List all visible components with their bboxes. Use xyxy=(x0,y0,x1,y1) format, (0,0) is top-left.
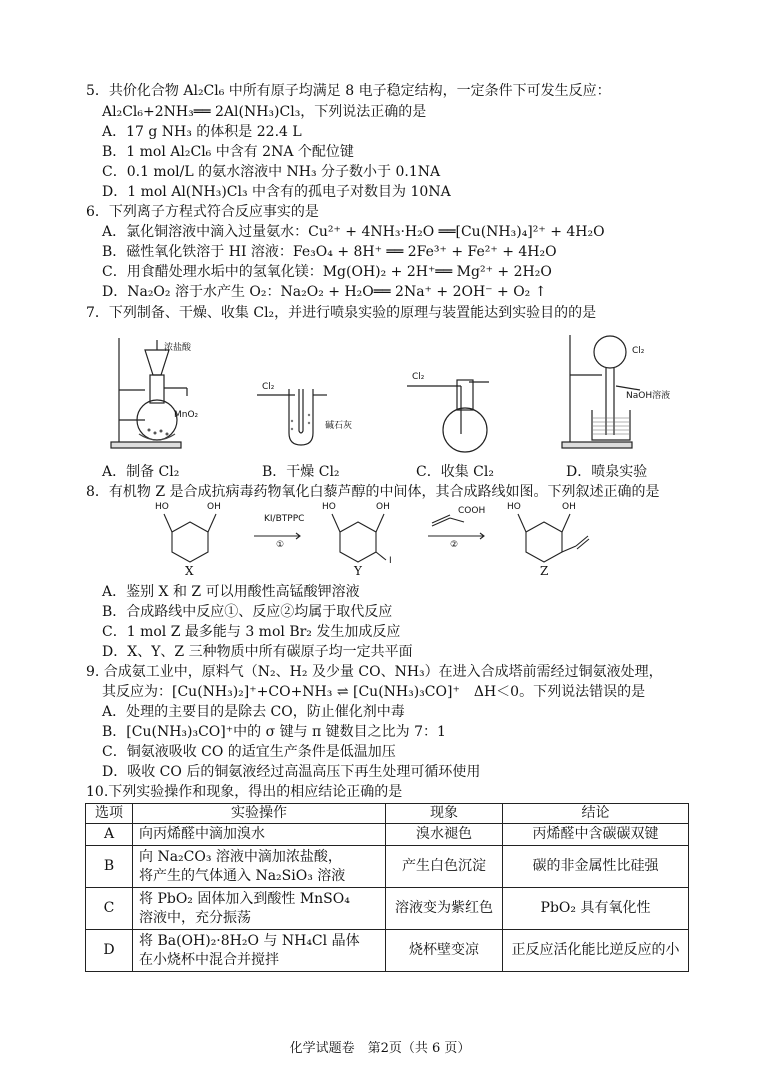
row-b-op-line2: 将产生的气体通入 Na₂SiO₃ 溶液 xyxy=(139,867,346,884)
q9-stem-line1: 9. 合成氨工业中，原料气（N₂、H₂ 及少量 CO、NH₃）在进入合成塔前需经过铜氨液处理， xyxy=(86,664,663,680)
row-a-conclusion: 丙烯醛中含碳碳双键 xyxy=(503,824,689,846)
q9-option-d: D．吸收 CO 后的铜氨液经过高温高压下再生处理可循环使用 xyxy=(102,764,481,780)
q7-option-b: B．干燥 Cl₂ xyxy=(262,464,340,480)
y-iodine-label: I xyxy=(389,556,392,566)
row-c-op-line2: 溶液中，充分振荡 xyxy=(139,909,251,926)
apparatus-c-figure xyxy=(405,370,495,455)
row-d-conclusion: 正反应活化能比逆反应的小 xyxy=(503,930,689,972)
z-oh-label: OH xyxy=(562,502,576,512)
label-mno2: MnO₂ xyxy=(174,410,199,420)
row-d-op-line2: 在小烧杯中混合并搅拌 xyxy=(139,951,279,968)
q9-option-b: B．[Cu(NH₃)₃CO]⁺中的 σ 键与 π 键数目之比为 7：1 xyxy=(102,724,446,740)
q6-option-d: D．Na₂O₂ 溶于水产生 O₂：Na₂O₂ + H₂O══ 2Na⁺ + 2OH⁻ + O₂ ↑ xyxy=(102,284,547,300)
compound-z-label: Z xyxy=(540,564,549,578)
q5-stem-line2: Al₂Cl₆+2NH₃══ 2Al(NH₃)Cl₃，下列说法正确的是 xyxy=(102,104,427,120)
row-c-conclusion: PbO₂ 具有氧化性 xyxy=(503,888,689,930)
q8-option-a: A．鉴别 X 和 Z 可以用酸性高锰酸钾溶液 xyxy=(102,584,360,600)
row-a-op-line1: 向丙烯醛中滴加溴水 xyxy=(139,826,265,842)
q5-option-b: B．1 mol Al₂Cl₆ 中含有 2NA 个配位键 xyxy=(102,144,354,160)
step-1-label: ① xyxy=(276,540,285,550)
q5-option-d: D．1 mol Al(NH₃)Cl₃ 中含有的孤电子对数目为 10NA xyxy=(102,184,451,200)
row-b-phenomenon: 产生白色沉淀 xyxy=(386,846,503,888)
table-row xyxy=(86,888,689,930)
row-a-operation xyxy=(133,824,386,846)
row-b-operation xyxy=(133,846,386,888)
q7-option-a: A．制备 Cl₂ xyxy=(102,464,180,480)
q6-stem: 6．下列离子方程式符合反应事实的是 xyxy=(86,204,319,220)
table-header-row xyxy=(86,804,689,824)
compound-y-label: Y xyxy=(354,564,362,578)
q5-option-a: A．17 g NH₃ 的体积是 22.4 L xyxy=(102,124,302,140)
q8-option-b: B．合成路线中反应①、反应②均属于取代反应 xyxy=(102,604,393,620)
page-footer: 化学试题卷 第2页（共 6 页） xyxy=(289,1041,471,1056)
header-conclusion: 结论 xyxy=(503,804,689,824)
table-row xyxy=(86,930,689,972)
label-cl2-b: Cl₂ xyxy=(262,382,275,392)
row-d-op-line1: 将 Ba(OH)₂·8H₂O 与 NH₄Cl 晶体 xyxy=(139,932,360,949)
cooh-label: COOH xyxy=(458,506,486,516)
label-cl2-c: Cl₂ xyxy=(412,372,425,382)
compound-x-label: X xyxy=(185,564,194,578)
row-c-phenomenon: 溶液变为紫红色 xyxy=(386,888,503,930)
q8-option-d: D．X、Y、Z 三种物质中所有碳原子均一定共平面 xyxy=(102,644,413,660)
q5-option-c: C．0.1 mol/L 的氨水溶液中 NH₃ 分子数小于 0.1NA xyxy=(102,164,441,180)
y-ho-label: HO xyxy=(322,502,336,512)
row-c-operation xyxy=(133,888,386,930)
row-a-option: A xyxy=(86,824,133,846)
row-c-option: C xyxy=(86,888,133,930)
label-naoh: NaOH溶液 xyxy=(626,391,671,401)
row-b-conclusion: 碳的非金属性比硅强 xyxy=(503,846,689,888)
x-oh-label: OH xyxy=(207,502,221,512)
label-cl2-d: Cl₂ xyxy=(632,346,645,356)
table-row xyxy=(86,846,689,888)
y-oh-label: OH xyxy=(376,502,390,512)
q7-stem: 7．下列制备、干燥、收集 Cl₂，并进行喷泉实验的原理与装置能达到实验目的的是 xyxy=(86,305,597,321)
q8-stem: 8．有机物 Z 是合成抗病毒药物氧化白藜芦醇的中间体，其合成路线如图。下列叙述正确的是 xyxy=(86,484,660,500)
header-option: 选项 xyxy=(86,804,133,824)
apparatus-a-figure xyxy=(105,330,215,455)
table-row xyxy=(86,824,689,846)
row-d-operation xyxy=(133,930,386,972)
q7-option-c: C．收集 Cl₂ xyxy=(416,464,494,480)
header-phenomenon: 现象 xyxy=(386,804,503,824)
x-ho-label: HO xyxy=(155,502,169,512)
row-c-op-line1: 将 PbO₂ 固体加入到酸性 MnSO₄ xyxy=(139,890,350,907)
q5-stem-line1: 5．共价化合物 Al₂Cl₆ 中所有原子均满足 8 电子稳定结构，一定条件下可发生反应： xyxy=(86,83,611,99)
q6-option-a: A．氯化铜溶液中滴入过量氨水：Cu²⁺ + 4NH₃·H₂O ══[Cu(NH₃)₄]²⁺ + 4H₂O xyxy=(102,224,605,240)
q9-option-c: C．铜氨液吸收 CO 的适宜生产条件是低温加压 xyxy=(102,744,396,760)
row-a-phenomenon: 溴水褪色 xyxy=(386,824,503,846)
z-ho-label: HO xyxy=(507,502,521,512)
q10-table xyxy=(85,803,689,972)
row-d-option: D xyxy=(86,930,133,972)
label-hcl: 浓盐酸 xyxy=(164,343,192,353)
row-b-option: B xyxy=(86,846,133,888)
row-d-phenomenon: 烧杯壁变凉 xyxy=(386,930,503,972)
step-2-label: ② xyxy=(450,540,459,550)
label-soda-lime: 碱石灰 xyxy=(325,421,353,431)
q10-stem: 10.下列实验操作和现象，得出的相应结论正确的是 xyxy=(86,784,403,800)
q9-stem-line2: 其反应为：[Cu(NH₃)₂]⁺+CO+NH₃ ⇌ [Cu(NH₃)₃CO]⁺ ΔH＜0。下列说法错误的是 xyxy=(102,684,646,700)
q8-option-c: C．1 mol Z 最多能与 3 mol Br₂ 发生加成反应 xyxy=(102,624,401,640)
synthesis-route-figure xyxy=(150,500,620,580)
header-operation: 实验操作 xyxy=(133,804,386,824)
q7-option-d: D．喷泉实验 xyxy=(566,464,648,480)
q6-option-c: C．用食醋处理水垢中的氢氧化镁：Mg(OH)₂ + 2H⁺══ Mg²⁺ + 2H₂O xyxy=(102,264,552,280)
reagent-1-label: KI/BTPPC xyxy=(264,514,305,524)
row-b-op-line1: 向 Na₂CO₃ 溶液中滴加浓盐酸， xyxy=(139,848,342,865)
q9-option-a: A．处理的主要目的是除去 CO，防止催化剂中毒 xyxy=(102,704,405,720)
q6-option-b: B．磁性氧化铁溶于 HI 溶液：Fe₃O₄ + 8H⁺ ══ 2Fe³⁺ + Fe²⁺ + 4H₂O xyxy=(102,244,557,260)
